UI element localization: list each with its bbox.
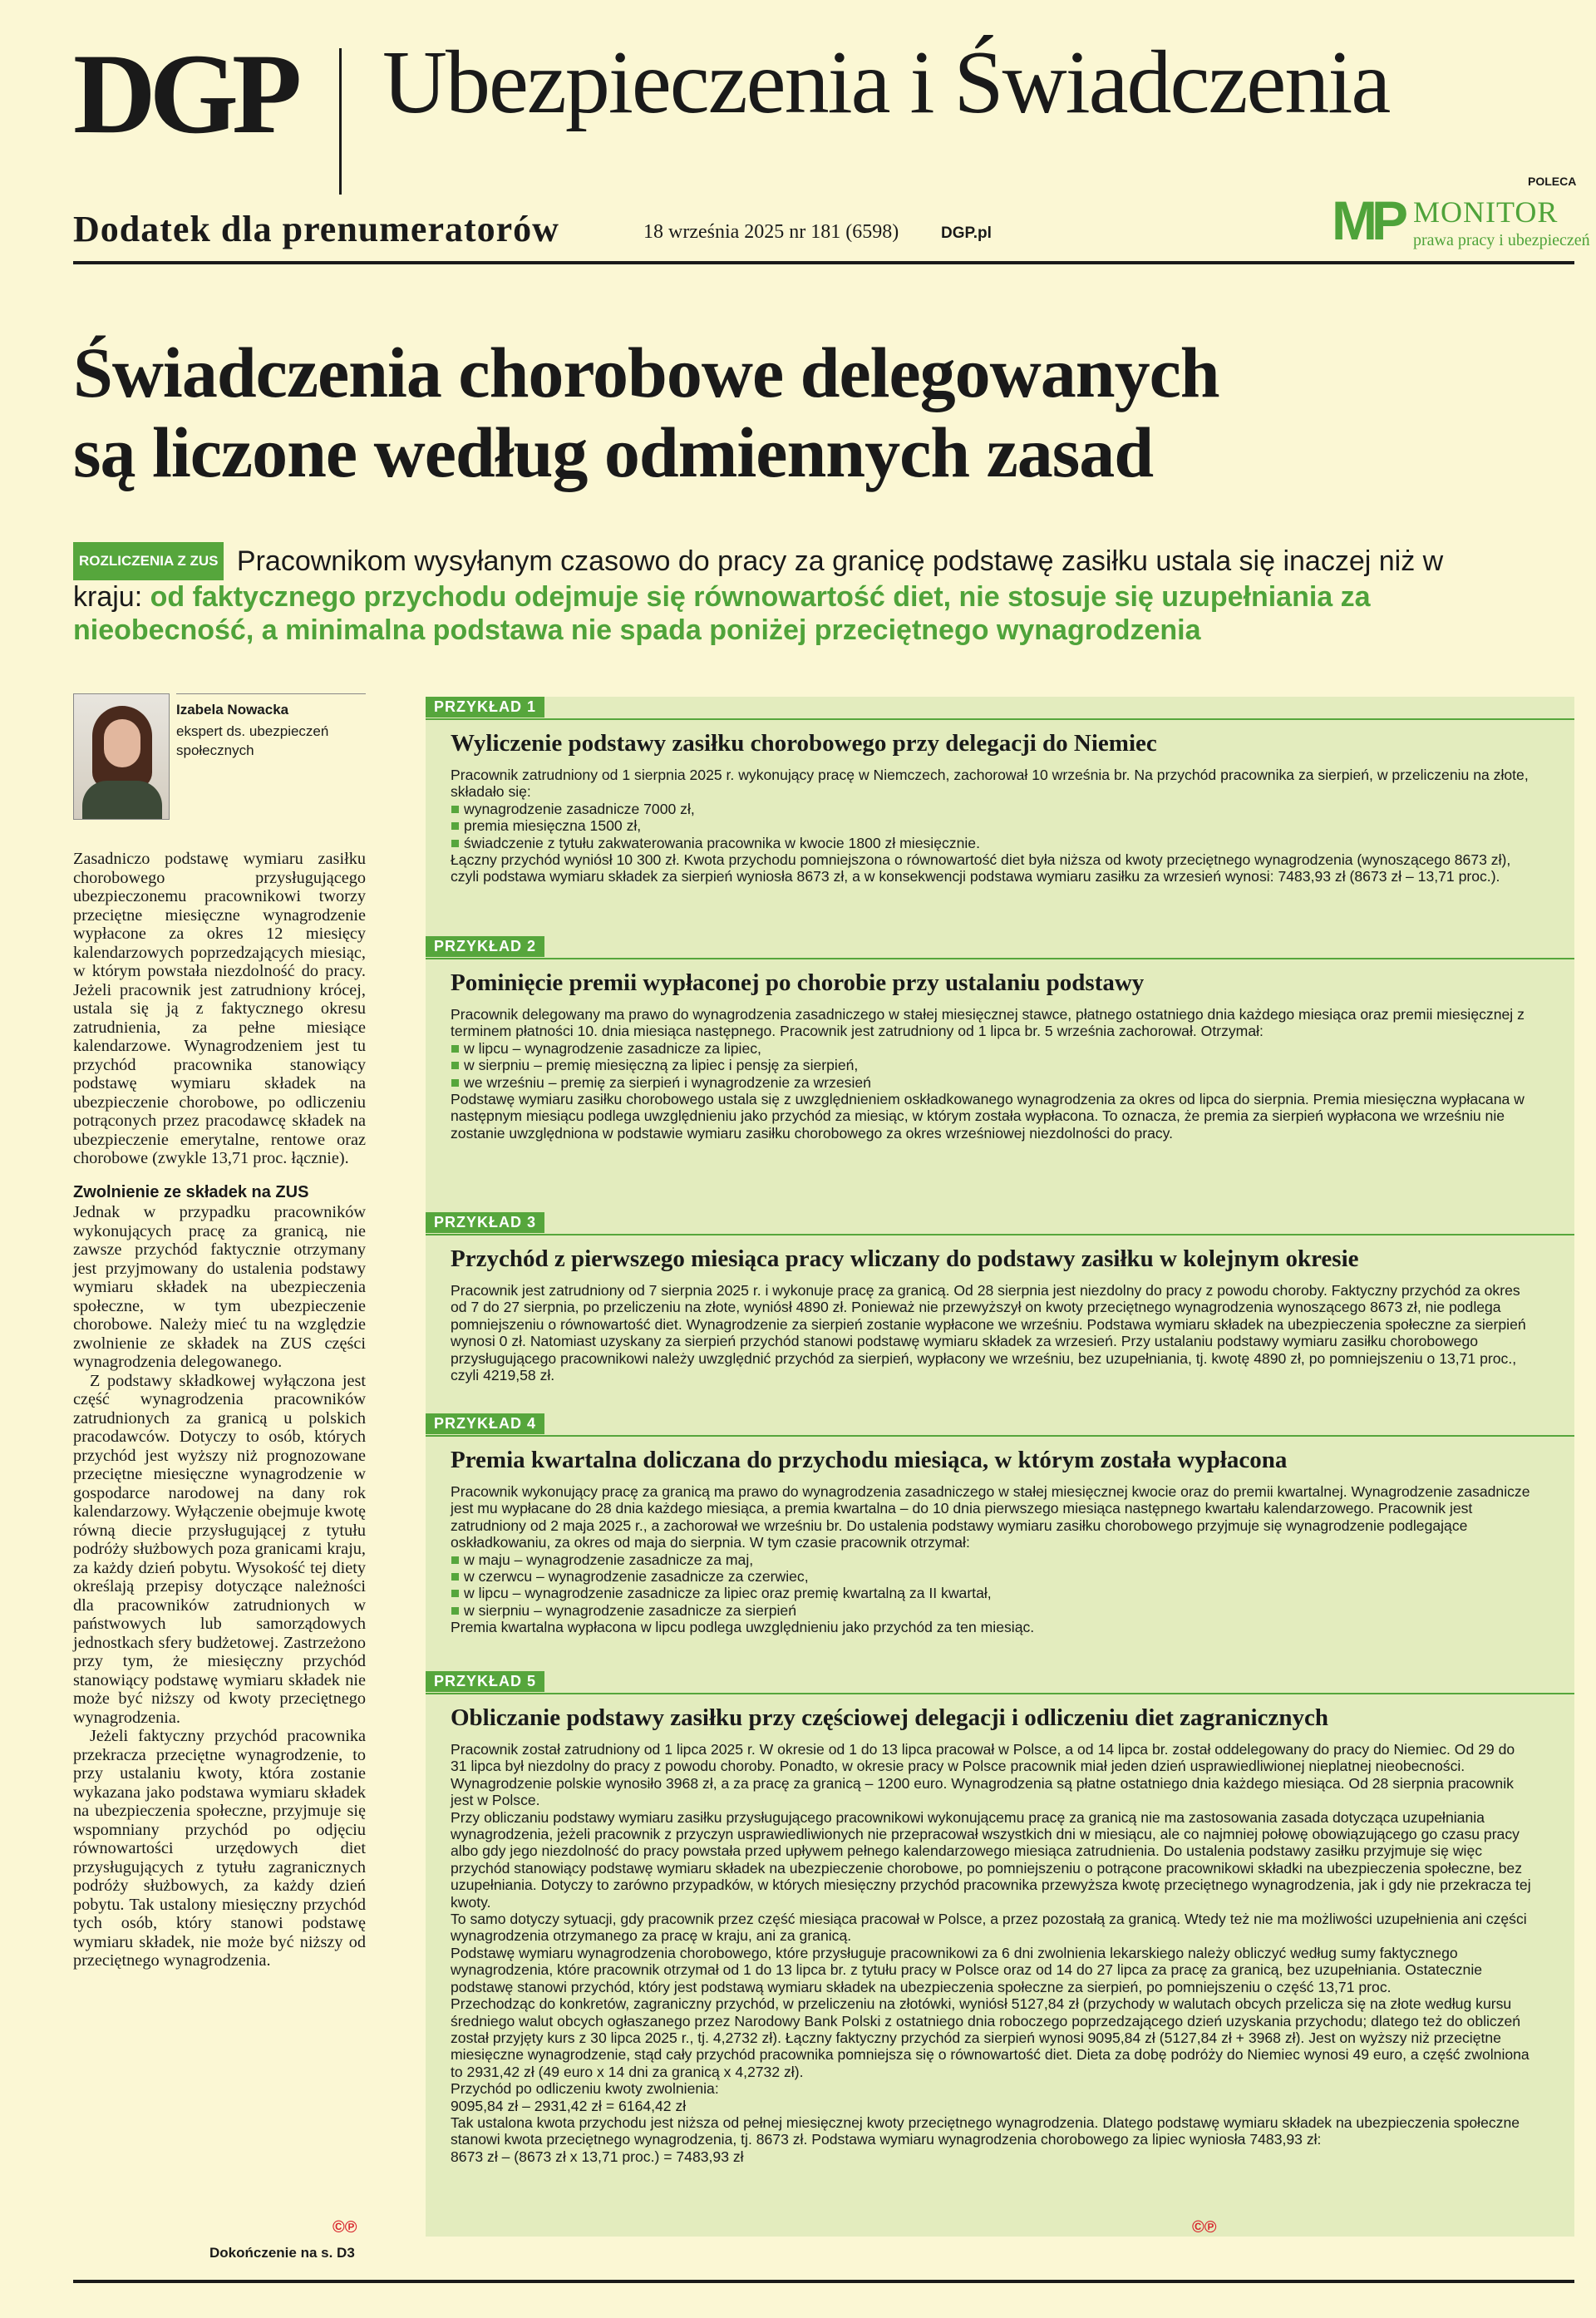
examples-panel bbox=[426, 697, 1574, 2237]
continued-note[interactable]: Dokończenie na s. D3 bbox=[209, 2245, 355, 2261]
list-item: we wrześniu – premię za sierpień i wynagrodzenie za wrzesień bbox=[451, 1074, 1531, 1091]
example-tag: PRZYKŁAD 1 bbox=[426, 697, 544, 718]
copyright-mark: ©℗ bbox=[1192, 2218, 1217, 2237]
issue-info: 18 września 2025 nr 181 (6598) bbox=[643, 221, 899, 243]
example-body bbox=[451, 1741, 1531, 2165]
page bbox=[73, 0, 1590, 2318]
monitor-logo[interactable] bbox=[1332, 190, 1590, 263]
example-list bbox=[451, 801, 1531, 851]
lead-highlight-text: od faktycznego przychodu odejmuje się równowartość diet, nie stosuje się uzupełniania za nieobecność, a minimalna podstawa nie spada poniżej przeciętnego wynagrodzenia bbox=[73, 581, 1371, 646]
dgp-logo[interactable]: DGP bbox=[73, 30, 296, 157]
example-body bbox=[451, 1483, 1531, 1636]
author-rule bbox=[176, 693, 366, 694]
example-text: Tak ustalona kwota przychodu jest niższa od pełnej miesięcznej kwoty przeciętnego wynagrodzenia. Dlatego podstawę wymiaru składek na ubezpieczenia społeczne stanowi kwota przeciętnego wynagrodzenia, tj. 8673 zł. Podstawa wymiaru wynagrodzenia chorobowego za lipiec wyniosła 7483,93 zł: bbox=[451, 2113, 1520, 2148]
body-paragraph: Jeżeli faktyczny przychód pracownika przekracza przeciętne wynagrodzenie, to przy ustalaniu kwoty, która zostanie wykazana jako podstawa wymiaru składek na ubezpieczenia społeczne, przyjmuje się wspomniany przychód po odjęciu równowartości urzędowych diet przysługujących z tytułu zagranicznych podróży służbowych, za każdy dzień pobytu. Tak ustalony miesięczny przychód tych osób, który stanowi podstawę wymiaru składek, nie może być niższy od przeciętnego wynagrodzenia. bbox=[73, 1727, 366, 1970]
example-body bbox=[451, 1282, 1531, 1383]
example-text: To samo dotyczy sytuacji, gdy pracownik przez część miesiąca pracował w Polsce, a przez pozostałą za granicą. Wtedy też nie ma możliwości uzupełnienia ani części wynagrodzenia otrzymanego za pracę w kraju, ani za granicą. bbox=[451, 1911, 1527, 1945]
example-tag: PRZYKŁAD 5 bbox=[426, 1671, 544, 1692]
headline bbox=[73, 333, 1536, 492]
example-3 bbox=[426, 1212, 1574, 1412]
example-tag: PRZYKŁAD 4 bbox=[426, 1413, 544, 1434]
left-column-text bbox=[73, 850, 366, 1970]
masthead-rule bbox=[73, 261, 1574, 264]
body-paragraph: Z podstawy składkowej wyłączona jest część wynagrodzenia pracowników zatrudnionych za granicą u polskich pracodawców. Dotyczy to osób, których przychód jest wyższy niż prognozowane przeciętne miesięczne wynagrodzenie w gospodarce narodowej na dany rok kalendarzowy. Wyłączenie obejmuje kwotę równą diecie przysługującej z tytułu podróży służbowych poza granicami kraju, za każdy dzień pobytu. Wysokość tej diety określają przepisy dotyczące należności dla pracowników zatrudnionych w państwowych lub samorządowych jednostkach sfery budżetowej. Zastrzeżono przy tym, że miesięczny przychód stanowiący podstawę wymiaru składek nie może być niższy od kwoty przeciętnego wynagrodzenia. bbox=[73, 1371, 366, 1727]
example-body bbox=[451, 767, 1531, 885]
example-text: Pracownik delegowany ma prawo do wynagrodzenia zasadniczego w stałej miesięcznej stawce, płatnego ostatniego dnia każdego miesiąca oraz premii miesięcznej z terminem płatności 10. dnia miesiąca następnego. Pracownik jest zatrudniony od 1 lipca br. 5 września zachorował. Otrzymał: bbox=[451, 1006, 1525, 1040]
example-1 bbox=[426, 697, 1574, 933]
example-rule bbox=[426, 958, 1574, 959]
example-title: Premia kwartalna doliczana do przychodu miesiąca, w którym została wypłacona bbox=[451, 1447, 1288, 1473]
site-link[interactable]: DGP.pl bbox=[941, 224, 992, 242]
copyright-mark: ©℗ bbox=[332, 2218, 357, 2237]
author-role: ekspert ds. ubezpieczeń społecznych bbox=[176, 723, 329, 758]
example-5 bbox=[426, 1671, 1574, 2237]
example-text: Przechodząc do konkretów, zagraniczny przychód, w przeliczeniu na złotówki, wyniósł 5127,84 zł (przychody w walutach obcych przelicza się na złote według kursu średniego walut obcych ogłaszanego przez Narodowy Bank Polski z ostatniego dnia roboczego poprzedzającego dzień uzyskania przychodu; dlatego też do obliczeń został przyjęty kurs z 30 lipca 2025 r., tj. 4,2732 zł). Łączny faktyczny przychód za sierpień wynosi 9095,84 zł (5127,84 zł + 3968 zł). Jest on wyższy niż przeciętne miesięczne wynagrodzenie, stąd cały przychód pracownika pomniejsza się o równowartość diet. Dieta za dobę podróży do Niemiec wynosi 49 euro, a część zwolniona to 2931,42 zł (49 euro x 14 dni za granicą x 4,2732 zł). bbox=[451, 1995, 1530, 2080]
example-text: Podstawę wymiaru zasiłku chorobowego ustala się z uwzględnieniem oskładkowanego wynagrodzenia za okres od lipca do sierpnia. Premia miesięczna wypłacana w następnym miesiącu podlega uwzględnieniu jako przychód za miesiąc, w którym została wypłacona. To oznacza, że premia za sierpień wypłacona we wrześniu nie zostanie uwzględniona w podstawie wymiaru zasiłku chorobowego za okres wrześniowej niezdolności do pracy. bbox=[451, 1091, 1525, 1142]
lead-plain-text: Pracownikom wysyłanym czasowo do pracy za granicę podstawę zasiłku ustala się inaczej niż w kraju: bbox=[73, 545, 1444, 613]
example-body bbox=[451, 1006, 1531, 1142]
example-formula: 9095,84 zł – 2931,42 zł = 6164,42 zł bbox=[451, 2097, 687, 2114]
example-2 bbox=[426, 936, 1574, 1211]
mp-logo-mark: MP bbox=[1332, 190, 1402, 251]
example-rule bbox=[426, 718, 1574, 720]
monitor-name: MONITOR bbox=[1413, 195, 1559, 229]
section-title: Ubezpieczenia i Świadczenia bbox=[382, 33, 1390, 132]
example-title: Przychód z pierwszego miesiąca pracy wliczany do podstawy zasiłku w kolejnym okresie bbox=[451, 1245, 1359, 1272]
headline-line-2: są liczone według odmiennych zasad bbox=[73, 412, 1154, 492]
list-item: w lipcu – wynagrodzenie zasadnicze za lipiec oraz premię kwartalną za II kwartał, bbox=[451, 1585, 1531, 1601]
example-text: Pracownik zatrudniony od 1 sierpnia 2025 r. wykonujący pracę w Niemczech, zachorował 10 września br. Na przychód pracownika za sierpień, w przeliczeniu na złote, składało się: bbox=[451, 767, 1529, 801]
example-title: Pominięcie premii wypłaconej po chorobie przy ustalaniu podstawy bbox=[451, 969, 1145, 996]
author-name: Izabela Nowacka bbox=[176, 702, 289, 718]
subheading: Zwolnienie ze składek na ZUS bbox=[73, 1182, 309, 1201]
example-rule bbox=[426, 1234, 1574, 1235]
masthead-divider bbox=[339, 48, 342, 195]
example-text: Premia kwartalna wypłacona w lipcu podlega uwzględnieniu jako przychód za ten miesiąc. bbox=[451, 1619, 1035, 1636]
author-photo bbox=[73, 693, 170, 820]
recommends-label: POLECA bbox=[1528, 175, 1577, 188]
body-paragraph: Zasadniczo podstawę wymiaru zasiłku chorobowego przysługującego ubezpieczonemu pracownikowi tworzy przeciętne miesięczne wynagrodzenie wypłacone za okres 12 miesięcy kalendarzowych poprzedzających miesiąc, w którym powstała niezdolność do pracy. Jeżeli pracownik jest zatrudniony krócej, ustala się ją z faktycznego okresu zatrudnienia, za pełne miesiące kalendarzowe. Wynagrodzeniem jest tu przychód pracownika stanowiący podstawę wymiaru składek na ubezpieczenie chorobowe, po odliczeniu potrąconych przez pracodawcę składek na ubezpieczenie emerytalne, rentowe oraz chorobowe (zwykle 13,71 proc. łącznie). bbox=[73, 850, 366, 1167]
example-text: Łączny przychód wyniósł 10 300 zł. Kwota przychodu pomniejszona o równowartość diet była niższa od kwoty przeciętnego wynagrodzenia (wynoszącego 8673 zł), czyli podstawa wymiaru składek za sierpień wyniosła 8673 zł, a w konsekwencji podstawa wymiaru zasiłku za wrzesień wynosi: 7483,93 zł (8673 zł – 13,71 proc.). bbox=[451, 851, 1511, 885]
list-item: w lipcu – wynagrodzenie zasadnicze za lipiec, bbox=[451, 1040, 1531, 1057]
example-title: Wyliczenie podstawy zasiłku chorobowego przy delegacji do Niemiec bbox=[451, 730, 1157, 757]
example-tag: PRZYKŁAD 2 bbox=[426, 936, 544, 957]
example-list bbox=[451, 1040, 1531, 1091]
example-text: Pracownik jest zatrudniony od 7 sierpnia 2025 r. i wykonuje pracę za granicą. Od 28 sierpnia jest niezdolny do pracy z powodu choroby. Faktyczny przychód za okres od 7 do 27 sierpnia, po przeliczeniu na złote, wyniósł 4890 zł. Ponieważ nie przewyższył on kwoty przeciętnego wynagrodzenia wynoszącego 8673 zł, nie podlega pomniejszeniu o równowartość diet. Wynagrodzenie za sierpień zostanie wypłacone we wrześniu. Podstawa wymiaru składek na ubezpieczenia społeczne za sierpień wynosi 0 zł. Natomiast uzyskany za sierpień przychód stanowi podstawę wymiaru składek za wrzesień. Przy ustalaniu podstawy wymiaru zasiłku chorobowego przysługującego pracownikowi należy uwzględnić przychód za sierpień, wypłacony we wrześniu, bez uzupełniania, tj. kwotę 4890 zł, po pomniejszeniu o 13,71 proc., czyli 4219,58 zł. bbox=[451, 1282, 1526, 1384]
list-item: w czerwcu – wynagrodzenie zasadnicze za czerwiec, bbox=[451, 1568, 1531, 1585]
section-kicker: ROZLICZENIA Z ZUS bbox=[73, 542, 224, 580]
example-text: Pracownik wykonujący pracę za granicą ma prawo do wynagrodzenia zasadniczego w stałej miesięcznej kwocie oraz do premii kwartalnej. Wynagrodzenie zasadnicze jest mu wypłacane do 28 dnia każdego miesiąca, a premia kwartalna – do 10 dnia pierwszego miesiąca następnego kwartału kalendarzowego. Pracownik jest zatrudniony od 2 maja 2025 r., a zachorował we wrześniu br. Do ustalenia podstawy wymiaru zasiłku chorobowego przyjmuje się wynagrodzenie podlegające oskładkowaniu, za okres od maja do sierpnia. W tym czasie pracownik otrzymał: bbox=[451, 1483, 1530, 1551]
example-text: Przychód po odliczeniu kwoty zwolnienia: bbox=[451, 2080, 719, 2098]
list-item: w maju – wynagrodzenie zasadnicze za maj, bbox=[451, 1551, 1531, 1568]
list-item: w sierpniu – premię miesięczną za lipiec i pensję za sierpień, bbox=[451, 1057, 1531, 1073]
example-text: Podstawę wymiaru wynagrodzenia chorobowego, które przysługuje pracownikowi za 6 dni zwolnienia lekarskiego należy obliczyć według sumy faktycznego wynagrodzenia, które pracownik otrzymał od 1 do 13 lipca br. z tytułu pracy w Polsce oraz od 14 do 27 lipca za pracę za granicą, bez uzupełniania. Ostatecznie podstawę stanowi przychód, który jest podstawą wymiaru składek na ubezpieczenia społeczne za sierpień, po pomniejszeniu o część 13,71 proc. bbox=[451, 1944, 1483, 1995]
example-tag: PRZYKŁAD 3 bbox=[426, 1212, 544, 1233]
supplement-subtitle: Dodatek dla prenumeratorów bbox=[73, 209, 559, 249]
example-rule bbox=[426, 1693, 1574, 1694]
list-item: wynagrodzenie zasadnicze 7000 zł, bbox=[451, 801, 1531, 817]
list-item: świadczenie z tytułu zakwaterowania pracownika w kwocie 1800 zł miesięcznie. bbox=[451, 835, 1531, 851]
lead-paragraph bbox=[73, 542, 1486, 647]
example-text: Przy obliczaniu podstawy wymiaru zasiłku przysługującego pracownikowi wykonującemu pracę za granicą nie ma zastosowania zasada dotycząca uzupełniania wynagrodzenia, jeżeli pracownik z przyczyn usprawiedliwionych nie przepracował wszystkich dni w miesiącu, ale co najmniej połowę obowiązującego go czasu pracy albo gdy jego niezdolność do pracy powstała przed upływem pełnego kalendarzowego miesiąca zatrudnienia. Do ustalenia podstawy zasiłku przyjmuje się więc przychód stanowiący podstawę wymiaru składek na ubezpieczenie chorobowe, po pomniejszeniu o potrącone pracownikowi składki na ubezpieczenia społeczne, bez uzupełniania. Dotyczy to zarówno przypadków, w których miesięczny przychód pracownika przewyższa kwotę przeciętnego wynagrodzenia, jak i gdy nie przekracza tej kwoty. bbox=[451, 1808, 1531, 1911]
body-paragraph: Jednak w przypadku pracowników wykonujących pracę za granicą, nie zawsze przychód faktycznie otrzymany jest przyjmowany do ustalenia podstawy wymiaru składek na ubezpieczenia społeczne, w tym ubezpieczenie chorobowe. Należy mieć tu na względzie zwolnienie ze składek na ZUS części wynagrodzenia delegowanego. bbox=[73, 1203, 366, 1371]
example-title: Obliczanie podstawy zasiłku przy częściowej delegacji i odliczeniu diet zagranicznych bbox=[451, 1704, 1328, 1731]
example-formula: 8673 zł – (8673 zł x 13,71 proc.) = 7483,93 zł bbox=[451, 2148, 744, 2165]
list-item: w sierpniu – wynagrodzenie zasadnicze za sierpień bbox=[451, 1602, 1531, 1619]
example-4 bbox=[426, 1413, 1574, 1669]
example-text: Pracownik został zatrudniony od 1 lipca 2025 r. W okresie od 1 do 13 lipca pracował w Polsce, a od 14 lipca br. został oddelegowany do pracy do Niemiec. Od 29 do 31 lipca był niezdolny do pracy z powodu choroby. Ponadto, w okresie pracy w Polsce pracownik miał jeden dzień usprawiedliwionej nieplatnej nieobecności. Wynagrodzenie polskie wynosiło 3968 zł, a za pracę za granicą – 1200 euro. Wynagrodzenia są płatne ostatniego dnia każdego miesiąca. Od 28 sierpnia pracownik jest w Polsce. bbox=[451, 1741, 1515, 1809]
headline-line-1: Świadczenia chorobowe delegowanych bbox=[73, 333, 1219, 412]
monitor-tagline: prawa pracy i ubezpieczeń bbox=[1413, 231, 1590, 249]
masthead bbox=[73, 30, 1590, 251]
author-box bbox=[73, 693, 366, 820]
bottom-rule bbox=[73, 2280, 1574, 2283]
example-list bbox=[451, 1551, 1531, 1620]
list-item: premia miesięczna 1500 zł, bbox=[451, 817, 1531, 834]
example-rule bbox=[426, 1435, 1574, 1437]
